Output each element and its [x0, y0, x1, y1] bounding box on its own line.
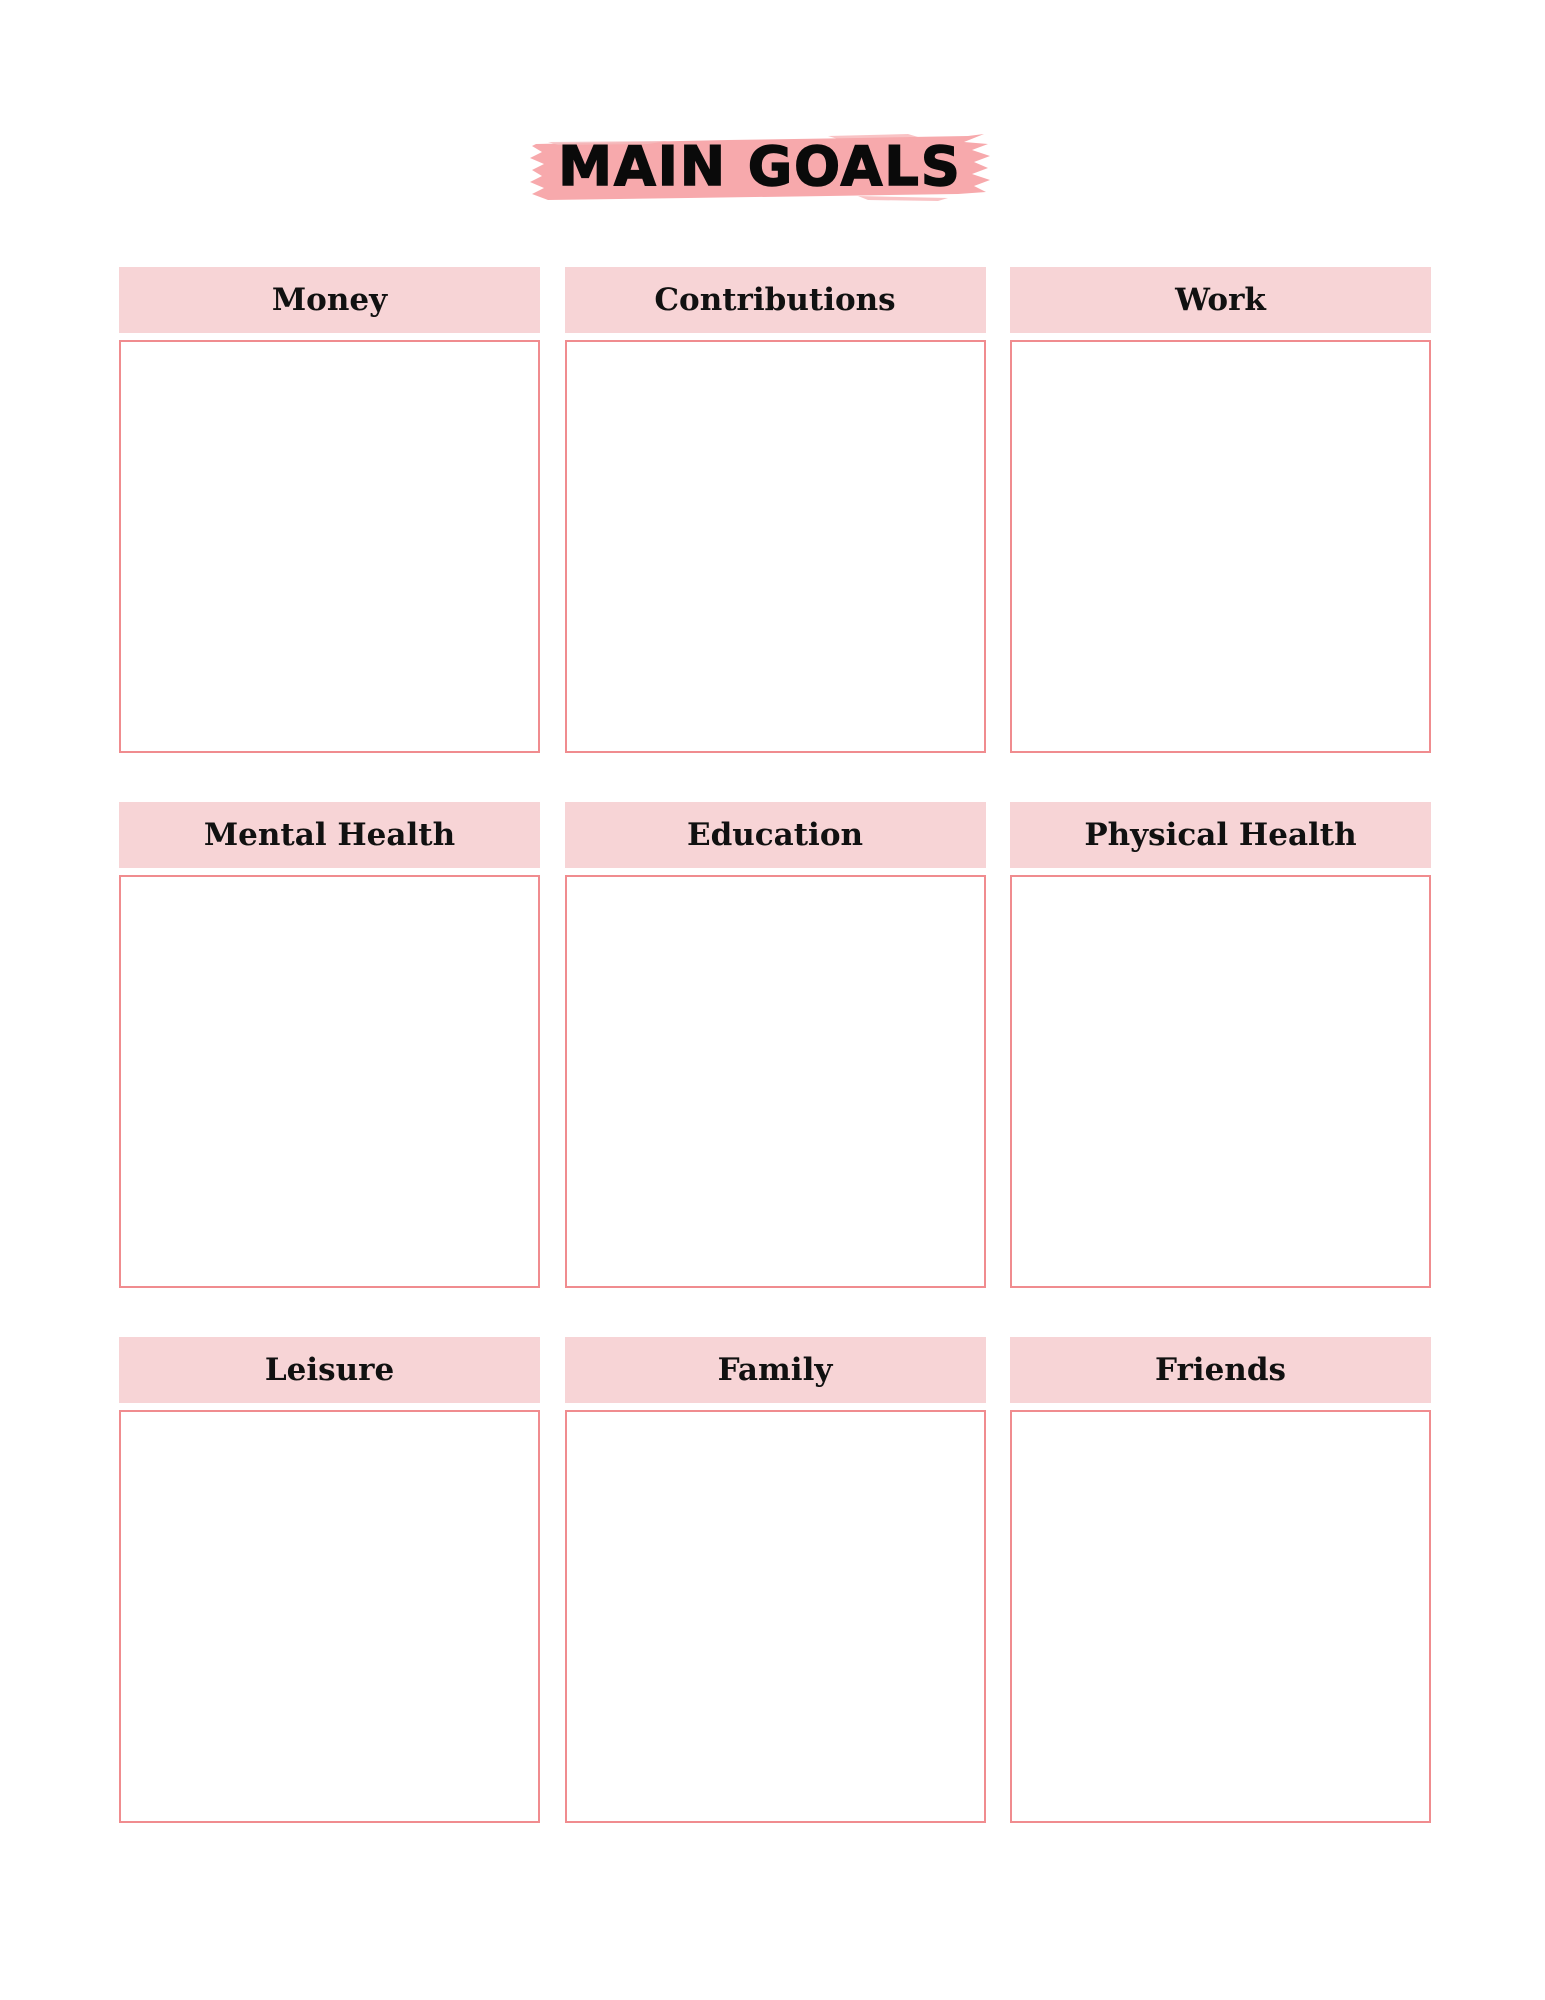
goal-card-physical-health: [1010, 802, 1431, 1288]
goal-writing-box[interactable]: [1010, 340, 1431, 753]
goal-card-money: [119, 267, 540, 753]
goal-writing-box[interactable]: [119, 875, 540, 1288]
goal-card-leisure: [119, 1337, 540, 1823]
goal-writing-box[interactable]: [1010, 1410, 1431, 1823]
goal-writing-box[interactable]: [565, 340, 986, 753]
goal-card-header: Work: [1010, 267, 1431, 333]
goal-writing-box[interactable]: [119, 1410, 540, 1823]
goal-card-work: [1010, 267, 1431, 753]
goal-card-education: [565, 802, 986, 1288]
goal-writing-box[interactable]: [565, 875, 986, 1288]
page-title-area: [528, 132, 992, 202]
goals-grid: [119, 267, 1431, 1823]
goal-writing-box[interactable]: [119, 340, 540, 753]
goal-card-contributions: [565, 267, 986, 753]
goal-card-header: Money: [119, 267, 540, 333]
goal-card-header: Contributions: [565, 267, 986, 333]
goal-card-header: Physical Health: [1010, 802, 1431, 868]
goal-card-header: Family: [565, 1337, 986, 1403]
page-title: MAIN GOALS: [558, 135, 962, 198]
goal-writing-box[interactable]: [1010, 875, 1431, 1288]
goal-card-header: Friends: [1010, 1337, 1431, 1403]
goal-card-friends: [1010, 1337, 1431, 1823]
goal-card-mental-health: [119, 802, 540, 1288]
goal-writing-box[interactable]: [565, 1410, 986, 1823]
goal-card-family: [565, 1337, 986, 1823]
goal-card-header: Leisure: [119, 1337, 540, 1403]
goal-card-header: Mental Health: [119, 802, 540, 868]
goal-card-header: Education: [565, 802, 986, 868]
